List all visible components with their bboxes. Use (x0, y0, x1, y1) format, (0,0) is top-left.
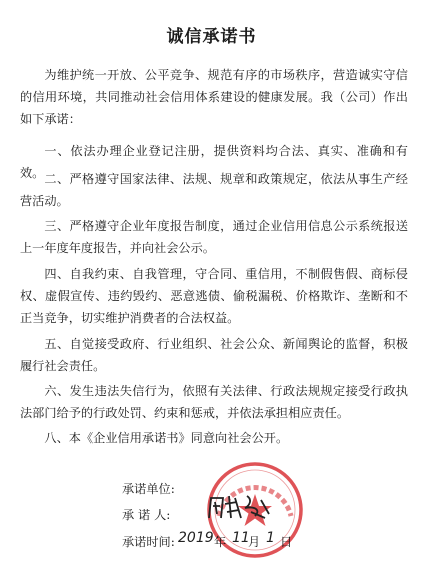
paragraph-item-2: 二、严格遵守国家法律、法规、规章和政策规定，依法从事生产经营活动。 (20, 172, 408, 208)
commitment-time-label: 承诺时间: (122, 535, 175, 549)
paragraph-item-5: 五、自觉接受政府、行业组织、社会公众、新闻舆论的监督，积极履行社会责任。 (20, 337, 408, 373)
year-unit-label: 年 (214, 535, 227, 549)
month-unit-label: 月 (248, 535, 261, 549)
commitment-unit-label: 承诺单位: (122, 482, 175, 496)
paragraph-item-4: 四、自我约束、自我管理，守合同、重信用，不制假售假、商标侵权、虚假宣传、违约毁约、恶意逃债、偷税漏税、价格欺诈、垄断和不正当竞争，切实维护消费者的合法权益。 (20, 267, 408, 325)
paragraph-item-3: 三、严格遵守企业年度报告制度，通过企业信用信息公示系统报送上一年度年度报告，并向社会公示。 (20, 219, 408, 255)
paragraph-item-8: 八、本《企业信用承诺书》同意向社会公开。 (44, 431, 289, 445)
handwritten-signature-icon (205, 492, 275, 522)
paragraph-item-1: 一、依法办理企业登记注册，提供资料均合法、真实、准确和有效。 (20, 144, 408, 180)
day-unit-label: 日 (280, 535, 293, 549)
commitment-person-label: 承 诺 人: (122, 508, 171, 522)
handwritten-month: 11 (232, 530, 250, 546)
page-title: 诚信承诺书 (166, 27, 257, 47)
handwritten-day: 1 (266, 530, 275, 546)
paragraph-intro: 为维护统一开放、公平竞争、规范有序的市场秩序，营造诚实守信的信用环境，共同推动社会信用体系建设的健康发展。我（公司）作出如下承诺： (20, 68, 408, 126)
paragraph-item-6: 六、发生违法失信行为，依照有关法律、行政法规规定接受行政执法部门给予的行政处罚、约束和惩戒，并依法承担相应责任。 (20, 384, 408, 420)
handwritten-year: 2019 (178, 530, 214, 546)
